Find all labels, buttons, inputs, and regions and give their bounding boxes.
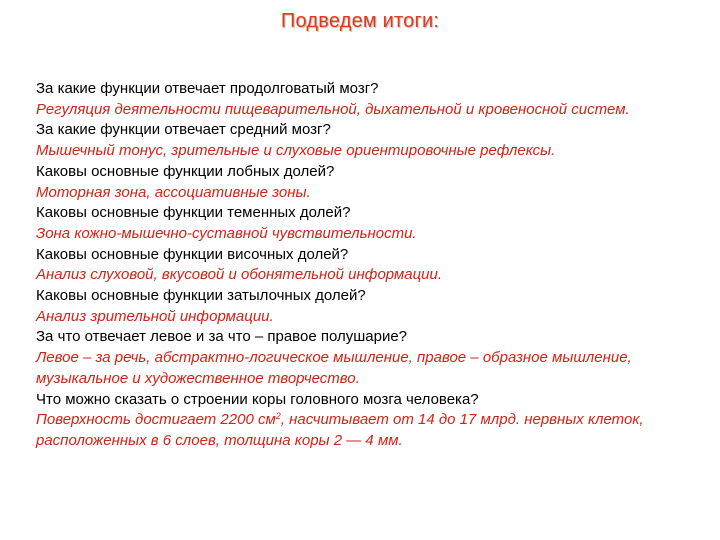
- question-occipital-lobes: Каковы основные функции затылочных долей?: [36, 287, 366, 305]
- question-medulla: За какие функции отвечает продолговатый мозг?: [36, 80, 379, 97]
- question-midbrain: За какие функции отвечает средний мозг?: [36, 121, 331, 139]
- slide-title: Подведем итоги:: [280, 10, 440, 32]
- answer-frontal-lobes: Моторная зона, ассоциативные зоны.: [36, 183, 311, 201]
- question-hemispheres: За что отвечает левое и за что – правое полушарие?: [36, 328, 408, 346]
- qa-list: [36, 79, 686, 452]
- answer-parietal-lobes: Зона кожно-мышечно-суставной чувствительности.: [36, 224, 417, 242]
- answer-cortex-superscript: 2: [275, 411, 281, 422]
- question-frontal-lobes: Каковы основные функции лобных долей?: [36, 162, 335, 180]
- question-temporal-lobes: Каковы основные функции височных долей?: [36, 245, 349, 263]
- answer-temporal-lobes: Анализ слуховой, вкусовой и обонятельной информации.: [36, 266, 443, 284]
- question-parietal-lobes: Каковы основные функции теменных долей?: [36, 204, 351, 222]
- answer-medulla: Регуляция деятельности пищеварительной, дыхательной и кровеносной систем.: [36, 100, 630, 118]
- answer-hemispheres: Левое – за речь, абстрактно-логическое мышление, правое – образное мышление, музыкальное и художественное творчество.: [36, 349, 632, 387]
- answer-midbrain: Мышечный тонус, зрительные и слуховые ориентировочные рефлексы.: [36, 142, 556, 160]
- answer-cortex-text-end: , насчитывает от 14 до 17 млрд. нервных клеток, расположенных в 6 слоев, толщина коры 2 — 4 мм.: [36, 411, 644, 449]
- question-cortex-structure: Что можно сказать о строении коры головного мозга человека?: [36, 390, 479, 408]
- answer-cortex-text-start: Поверхность достигает 2200 см: [36, 411, 276, 429]
- answer-cortex-structure: [36, 410, 686, 451]
- answer-occipital-lobes: Анализ зрительной информации.: [36, 307, 274, 325]
